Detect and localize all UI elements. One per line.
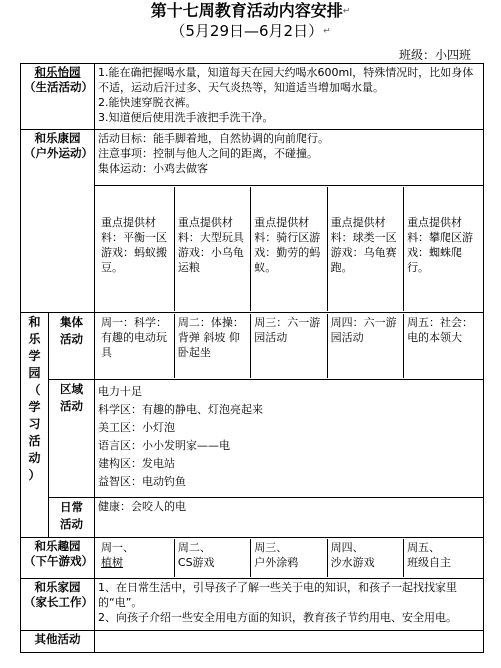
section-label-other: 其他活动	[21, 631, 95, 653]
other-content	[95, 631, 484, 653]
outdoor-goal: 活动目标：能手脚着地，自然协调的向前爬行。	[98, 132, 329, 145]
family-item: 2、向孩子介绍一些安全用电方面的知识，教育孩子节约用电、安全用电。	[98, 611, 457, 624]
afternoon-days	[95, 538, 484, 579]
area-item: 电力十足	[98, 385, 142, 398]
outdoor-area-cell: 重点提供材料：球类一区游戏：乌龟赛跑。	[327, 187, 403, 311]
area-item: 建构区：发电站	[98, 457, 175, 470]
class-label: 班级：小四班	[398, 48, 471, 62]
row-area	[21, 380, 484, 498]
collective-day-cell: 周三：六一游园活动	[251, 314, 327, 378]
life-item: 1.能在确把握喝水量，知道每天在园大约喝水600ml，特殊情况时，比如身体不适，运动后汗过多、天气炎热等，知道适当增加喝水量。	[98, 66, 474, 94]
afternoon-day-cell: 周三、 户外涂鸦	[251, 539, 327, 577]
row-other	[21, 631, 484, 653]
area-item: 美工区：小灯泡	[98, 421, 175, 434]
area-content	[95, 380, 484, 498]
life-item: 2.能快速穿脱衣裤。	[98, 96, 197, 109]
life-content	[95, 64, 484, 130]
afternoon-day-cell: 周二、 CS游戏	[174, 539, 250, 577]
section-label-family: 和乐家园 （家长工作）	[21, 579, 95, 631]
area-item: 科学区：有趣的静电、灯泡亮起来	[98, 403, 263, 416]
collective-days	[95, 313, 484, 380]
sublabel-collective: 集体 活动	[49, 313, 95, 380]
daily-content	[95, 498, 484, 538]
area-item: 语言区：小小发明家——电	[98, 439, 230, 452]
family-item: 1、在日常生活中，引导孩子了解一些关于电的知识，和孩子一起找找家里的“电”。	[98, 581, 457, 609]
outdoor-note: 注意事项：控制与他人之间的距离，不碰撞。	[98, 147, 318, 160]
date-range: （5月29日—6月2日）↵	[170, 22, 331, 40]
sublabel-daily: 日常 活动	[49, 498, 95, 538]
row-family	[21, 579, 484, 631]
row-daily	[21, 498, 484, 538]
row-collective	[21, 313, 484, 380]
area-item: 益智区：电动钓鱼	[98, 475, 186, 488]
collective-day-cell: 周二：体操：背弹 斜坡 仰卧起坐	[174, 314, 250, 378]
daily-text: 健康：会咬人的电	[98, 500, 186, 513]
outdoor-group: 集体运动：小鸡去做客	[98, 162, 208, 175]
section-label-outdoor: 和乐康园 （户外运动）	[21, 130, 95, 313]
afternoon-day-cell: 周一、 植树	[98, 539, 174, 577]
outdoor-areas	[95, 186, 484, 313]
family-content	[95, 579, 484, 631]
section-label-life: 和乐怡园 （生活活动）	[21, 64, 95, 130]
outdoor-content	[95, 130, 484, 186]
outdoor-area-cell: 重点提供材料：大型玩具游戏：小乌龟运粮	[174, 187, 250, 311]
collective-day-cell: 周四：六一游园活动	[327, 314, 403, 378]
life-item: 3.知道便后使用洗手液把手洗干净。	[98, 111, 274, 124]
outdoor-area-cell: 重点提供材料：骑行区游戏：勤劳的蚂蚁。	[251, 187, 327, 311]
afternoon-day-cell: 周五、 班级自主	[407, 541, 452, 569]
row-outdoor	[21, 130, 484, 186]
section-label-afternoon: 和乐趣园 （下午游戏）	[21, 538, 95, 579]
outdoor-area-cell: 重点提供材料：攀爬区游戏：蜘蛛爬行。	[407, 216, 474, 274]
row-afternoon	[21, 538, 484, 579]
schedule-table	[20, 63, 484, 653]
row-life	[21, 64, 484, 130]
page-title: 第十七周教育活动内容安排↵	[150, 1, 351, 20]
afternoon-day-cell: 周四、 沙水游戏	[327, 539, 403, 577]
outdoor-area-cell: 重点提供材料：平衡一区游戏：蚂蚁搬豆。	[98, 187, 174, 311]
collective-day-cell: 周五：社会：电的本领大	[407, 316, 474, 344]
section-label-learning: 和 乐 学 园 （ 学 习 活 动 ）	[21, 313, 49, 538]
collective-day-cell: 周一：科学：有趣的电动玩具	[98, 314, 174, 378]
sublabel-area: 区域 活动	[49, 380, 95, 498]
